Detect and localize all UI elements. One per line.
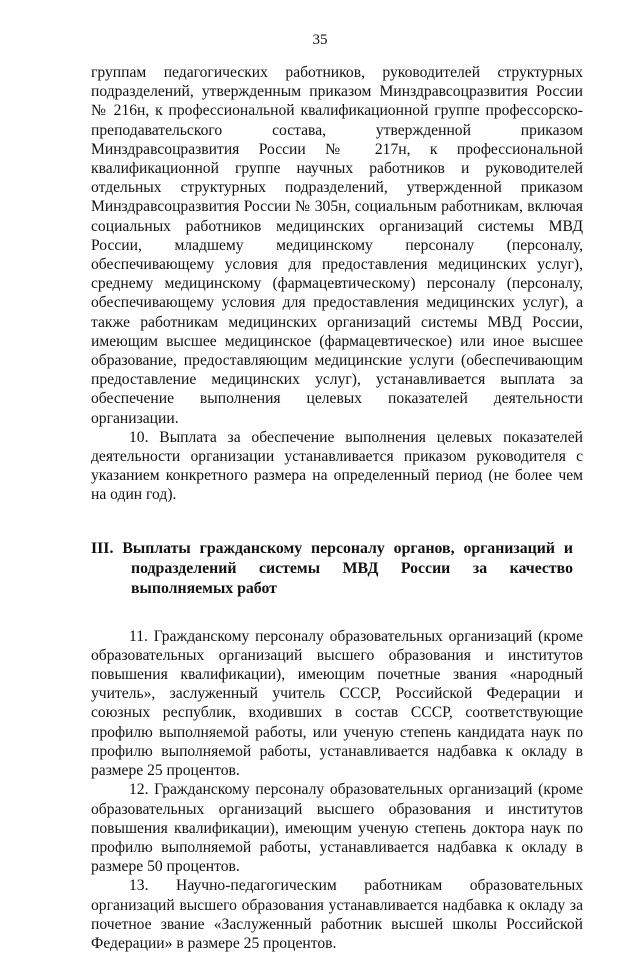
paragraph-13: 13. Научно-педагогическим работникам образовательных организаций высшего образования устанавливается надбавка к окладу за почетное звание «Заслуженный работник высшей школы Российской Федерации» в размере 25 процентов. xyxy=(91,877,583,952)
section-heading: III. Выплаты гражданскому персоналу органов, организаций и подразделений системы МВД России за качество выполняемых работ xyxy=(91,539,573,597)
paragraph-11: 11. Гражданскому персоналу образовательных организаций (кроме образовательных организаций высшего образования и институтов повышения квалификации), имеющим почетные звания «народный учитель», заслуженный учитель СССР, Российской Федерации и союзных республик, входивших в состав СССР, соответствующие профилю выполняемой работы, или ученую степень кандидата наук по профилю выполняемой работы, устанавливается надбавка к окладу в размере 25 процентов. xyxy=(91,627,583,780)
paragraph-12: 12. Гражданскому персоналу образовательных организаций (кроме образовательных организаций высшего образования и институтов повышения квалификации), имеющим ученую степень доктора наук по профилю выполняемой работы, устанавливается надбавка к окладу в размере 50 процентов. xyxy=(91,781,583,876)
page-number: 35 xyxy=(312,32,328,48)
document-body xyxy=(91,63,583,953)
paragraph-10: 10. Выплата за обеспечение выполнения целевых показателей деятельности организации устанавливается приказом руководителя с указанием конкретного размера на определенный период (не более чем на один год). xyxy=(91,428,583,504)
paragraph-continuation: группам педагогических работников, руководителей структурных подразделений, утвержденным приказом Минздравсоцразвития России № 216н, к профессиональной квалификационной группе профессорско-преподавательского состава, утвержденной приказом Минздравсоцразвития России № 217н, к профессиональной квалификационной группе научных работников и руководителей отдельных структурных подразделений, утвержденной приказом Минздравсоцразвития России № 305н, социальным работникам, включая социальных работников медицинских организаций системы МВД России, младшему медицинскому персоналу (персоналу, обеспечивающему условия для предоставления медицинских услуг), среднему медицинскому (фармацевтическому) персоналу (персоналу, обеспечивающему условия для предоставления медицинских услуг), а также работникам медицинских организаций системы МВД России, имеющим высшее медицинское (фармацевтическое) или иное высшее образование, предоставляющим медицинские услуги (обеспечивающим предоставление медицинских услуг), устанавливается выплата за обеспечение выполнения целевых показателей деятельности организации. xyxy=(91,64,583,427)
